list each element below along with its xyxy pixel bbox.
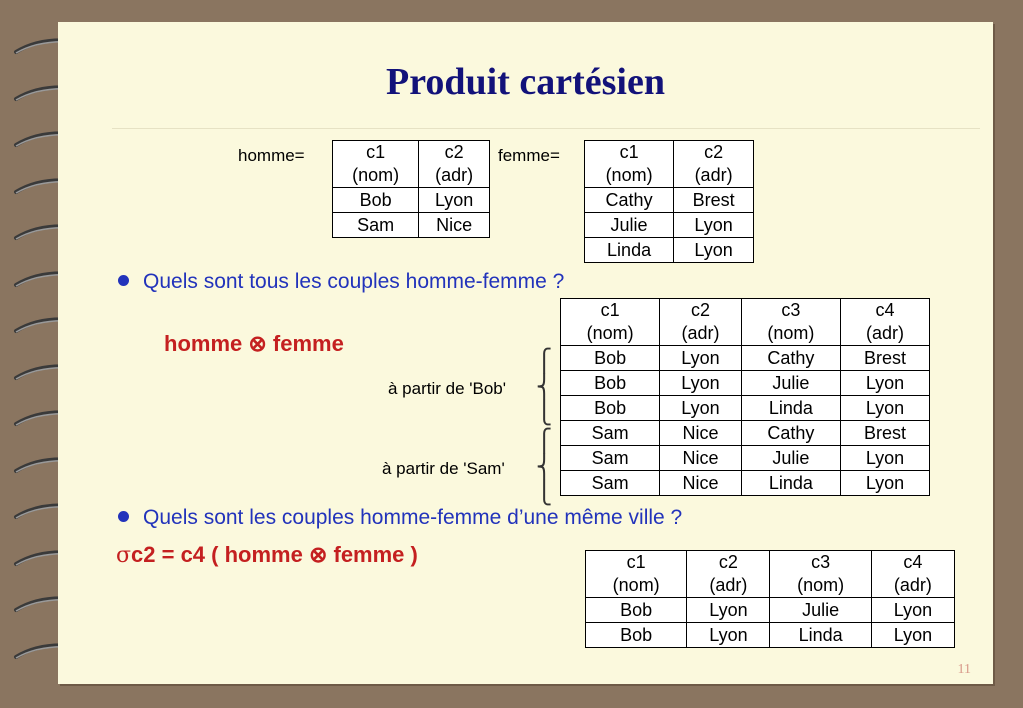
column-header: c1 (nom) (586, 551, 687, 598)
table-cell: Julie (770, 598, 871, 623)
table-row (333, 213, 490, 238)
table-cell: Bob (561, 346, 660, 371)
column-header: c4 (adr) (871, 551, 954, 598)
bullet-2-text: Quels sont les couples homme-femme d’une même ville ? (143, 506, 683, 529)
table-header-row (586, 551, 955, 598)
table-row (561, 346, 930, 371)
table-cell: Lyon (419, 188, 490, 213)
table-header-row (585, 141, 754, 188)
table-cell: Bob (586, 598, 687, 623)
table-row (585, 213, 754, 238)
column-header: c2 (adr) (687, 551, 770, 598)
table-cell: Nice (419, 213, 490, 238)
bullet-dot-icon (118, 275, 129, 286)
group-label-sam: à partir de 'Sam' (382, 459, 505, 478)
table-cell: Nice (660, 471, 741, 496)
table-cell: Nice (660, 421, 741, 446)
table-cell: Lyon (871, 623, 954, 648)
title-divider (112, 128, 980, 129)
table-cell: Julie (741, 371, 840, 396)
table-row (585, 188, 754, 213)
column-header: c1 (nom) (561, 299, 660, 346)
femme-table (584, 140, 754, 263)
table-cell: Lyon (687, 623, 770, 648)
homme-label: homme= (238, 146, 305, 165)
slide-page (58, 22, 993, 684)
table-cell: Bob (586, 623, 687, 648)
table-cell: Lyon (841, 371, 930, 396)
column-header: c3 (nom) (770, 551, 871, 598)
table-row (586, 598, 955, 623)
table-cell: Sam (561, 471, 660, 496)
table-cell: Bob (561, 396, 660, 421)
table-cell: Lyon (841, 446, 930, 471)
bullet-2 (118, 506, 682, 530)
table-cell: Lyon (674, 213, 754, 238)
femme-label: femme= (498, 146, 560, 165)
table-cell: Lyon (871, 598, 954, 623)
table-cell: Lyon (687, 598, 770, 623)
brace-sam-icon: ⎧ ⎨ ⎩ (536, 429, 553, 506)
homme-table (332, 140, 490, 238)
column-header: c2 (adr) (419, 141, 490, 188)
bullet-1 (118, 270, 564, 294)
page-number: 11 (957, 662, 971, 677)
table-cell: Cathy (741, 421, 840, 446)
table-cell: Lyon (841, 471, 930, 496)
table-cell: Lyon (660, 346, 741, 371)
table-cell: Lyon (674, 238, 754, 263)
table-cell: Cathy (741, 346, 840, 371)
table-row (561, 421, 930, 446)
table-cell: Julie (585, 213, 674, 238)
table-row (333, 188, 490, 213)
table-cell: Brest (841, 421, 930, 446)
table-cell: Lyon (660, 371, 741, 396)
table-row (586, 623, 955, 648)
group-label-bob: à partir de 'Bob' (388, 379, 507, 398)
table-cell: Linda (741, 396, 840, 421)
column-header: c3 (nom) (741, 299, 840, 346)
sigma-symbol: σ (116, 543, 132, 568)
table-cell: Lyon (660, 396, 741, 421)
bullet-1-text: Quels sont tous les couples homme-femme ? (143, 270, 565, 293)
table-cell: Nice (660, 446, 741, 471)
table-header-row (333, 141, 490, 188)
table-cell: Brest (841, 346, 930, 371)
expression-selection (116, 542, 418, 568)
table-cell: Brest (674, 188, 754, 213)
table-row (585, 238, 754, 263)
table-cell: Linda (585, 238, 674, 263)
table-cell: Lyon (841, 396, 930, 421)
column-header: c2 (adr) (660, 299, 741, 346)
expression-selection-text: c2 = c4 ( homme ⊗ femme ) (131, 542, 418, 567)
bullet-dot-icon (118, 511, 129, 522)
table-cell: Linda (770, 623, 871, 648)
column-header: c4 (adr) (841, 299, 930, 346)
table-header-row (561, 299, 930, 346)
table-row (561, 396, 930, 421)
column-header: c1 (nom) (333, 141, 419, 188)
table-row (561, 371, 930, 396)
column-header: c2 (adr) (674, 141, 754, 188)
product-table (560, 298, 930, 496)
table-cell: Cathy (585, 188, 674, 213)
table-row (561, 471, 930, 496)
expression-product: homme ⊗ femme (164, 331, 344, 356)
table-cell: Julie (741, 446, 840, 471)
table-cell: Linda (741, 471, 840, 496)
table-cell: Bob (333, 188, 419, 213)
slide-title: Produit cartésien (386, 61, 665, 103)
table-cell: Sam (561, 446, 660, 471)
table-cell: Sam (333, 213, 419, 238)
brace-bob-icon: ⎧ ⎨ ⎩ (536, 349, 553, 426)
table-cell: Bob (561, 371, 660, 396)
table-row (561, 446, 930, 471)
selection-table (585, 550, 955, 648)
column-header: c1 (nom) (585, 141, 674, 188)
table-cell: Sam (561, 421, 660, 446)
